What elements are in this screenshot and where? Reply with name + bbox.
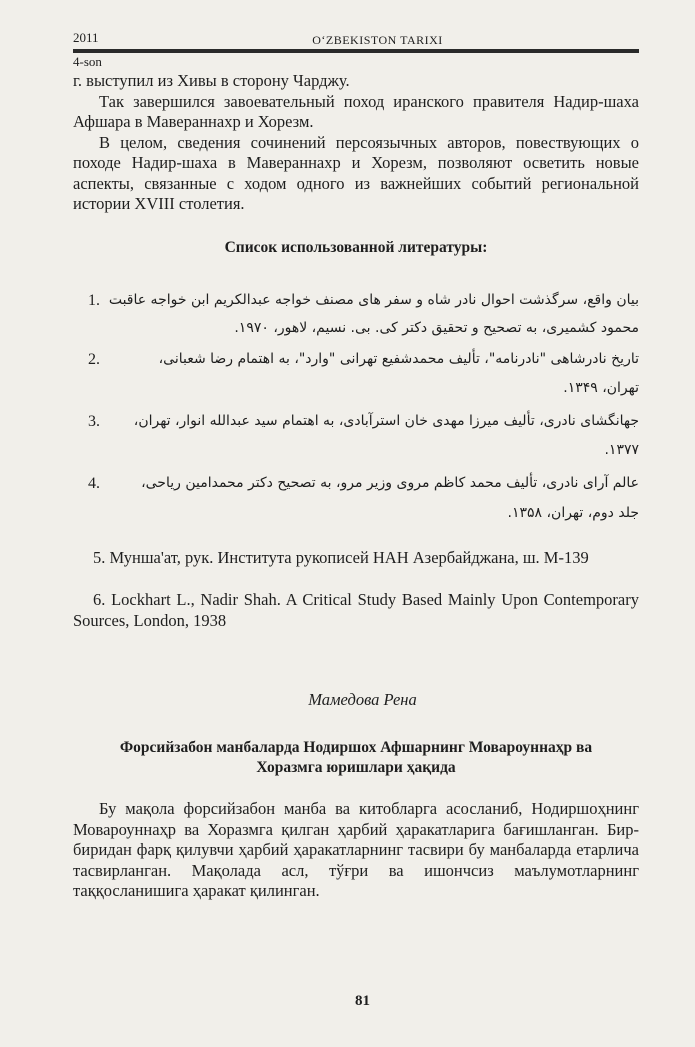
- reference-line: جلد دوم، تهران، ۱۳۵۸.: [507, 505, 639, 521]
- reference-line: تاریخ نادرشاهی "نادرنامه"، تألیف محمدشفیع تهرانی "وارد"، به اهتمام رضا شعبانی،: [158, 351, 639, 367]
- reference-number: 3.: [88, 413, 100, 430]
- header-journal-title: O‘ZBEKISTON TARIXI: [312, 33, 443, 47]
- paragraph-2: Так завершился завоевательный поход иранского правителя Надир-шаха Афшара в Мавераннахр и Хорезм.: [73, 91, 639, 131]
- reference-item-5: [73, 548, 639, 569]
- abstract-text: Бу мақола форсийзабон манба ва китобларга асосланиб, Нодиршоҳнинг Мовароуннаҳр ва Хоразмга қилган ҳарбий ҳаракатларига бағишланган. Бир-биридан фарқ қилувчи ҳарбий ҳаракатларнинг тасвири бу манбаларда етарлича тасвирланган. Мақолада асл, тўғри ва ишончсиз маълумотларнинг таққосланишига ҳаракат қилинган.: [73, 799, 639, 900]
- abstract-text-block: [73, 799, 639, 902]
- reference-line: بیان واقع، سرگذشت احوال نادر شاه و سفر های مصنف خواجه عبدالکریم ابن خواجه عاقبت: [108, 292, 639, 308]
- reference-number: 2.: [88, 351, 100, 368]
- reference-line: تهران، ۱۳۴۹.: [563, 380, 639, 396]
- author-name: Мамедова Рена: [308, 690, 417, 709]
- paragraph-1: г. выступил из Хивы в сторону Чарджу.: [73, 71, 350, 90]
- header-issue: 4-son: [73, 54, 102, 69]
- reference-text: 6. Lockhart L., Nadir Shah. A Critical Study Based Mainly Upon Contemporary Sources, London, 1938: [73, 590, 639, 630]
- references-title: Список использованной литературы:: [224, 239, 488, 256]
- body-text: [73, 71, 639, 215]
- abstract-title: Форсийзабон манбаларда Нодиршох Афшарнинг Мовароуннаҳр ва Хоразмга юришлари ҳақида: [119, 739, 593, 776]
- reference-line: محمود کشمیری، به تصحیح و تحقیق دکتر کی. بی. نسیم، لاهور، ۱۹۷۰.: [234, 320, 639, 336]
- reference-number: 1.: [88, 292, 100, 309]
- header-rule: [73, 49, 639, 53]
- reference-number: 4.: [88, 475, 100, 492]
- reference-text: 5. Мунша'ат, рук. Института рукописей НАН Азербайджана, ш. М-139: [93, 548, 589, 567]
- reference-line: عالم آرای نادری، تألیف محمد کاظم مروی وزیر مرو، به تصحیح دکتر محمدامین ریاحی،: [141, 475, 639, 491]
- reference-line: ۱۳۷۷.: [604, 442, 639, 458]
- header-year: 2011: [73, 30, 99, 45]
- page-number: 81: [355, 993, 370, 1009]
- paragraph-3: В целом, сведения сочинений персоязычных авторов, повествующих о походе Надир-шаха в Мавераннахр и Хорезм, позволяют осветить новые аспекты, связанные с ходом одного из важнейших событий региональной истории XVIII столетия.: [73, 132, 639, 213]
- reference-line: جهانگشای نادری، تألیف میرزا مهدی خان استرآبادی، به اهتمام سید عبدالله انوار، تهران،: [133, 413, 639, 429]
- reference-item-6: [73, 590, 639, 631]
